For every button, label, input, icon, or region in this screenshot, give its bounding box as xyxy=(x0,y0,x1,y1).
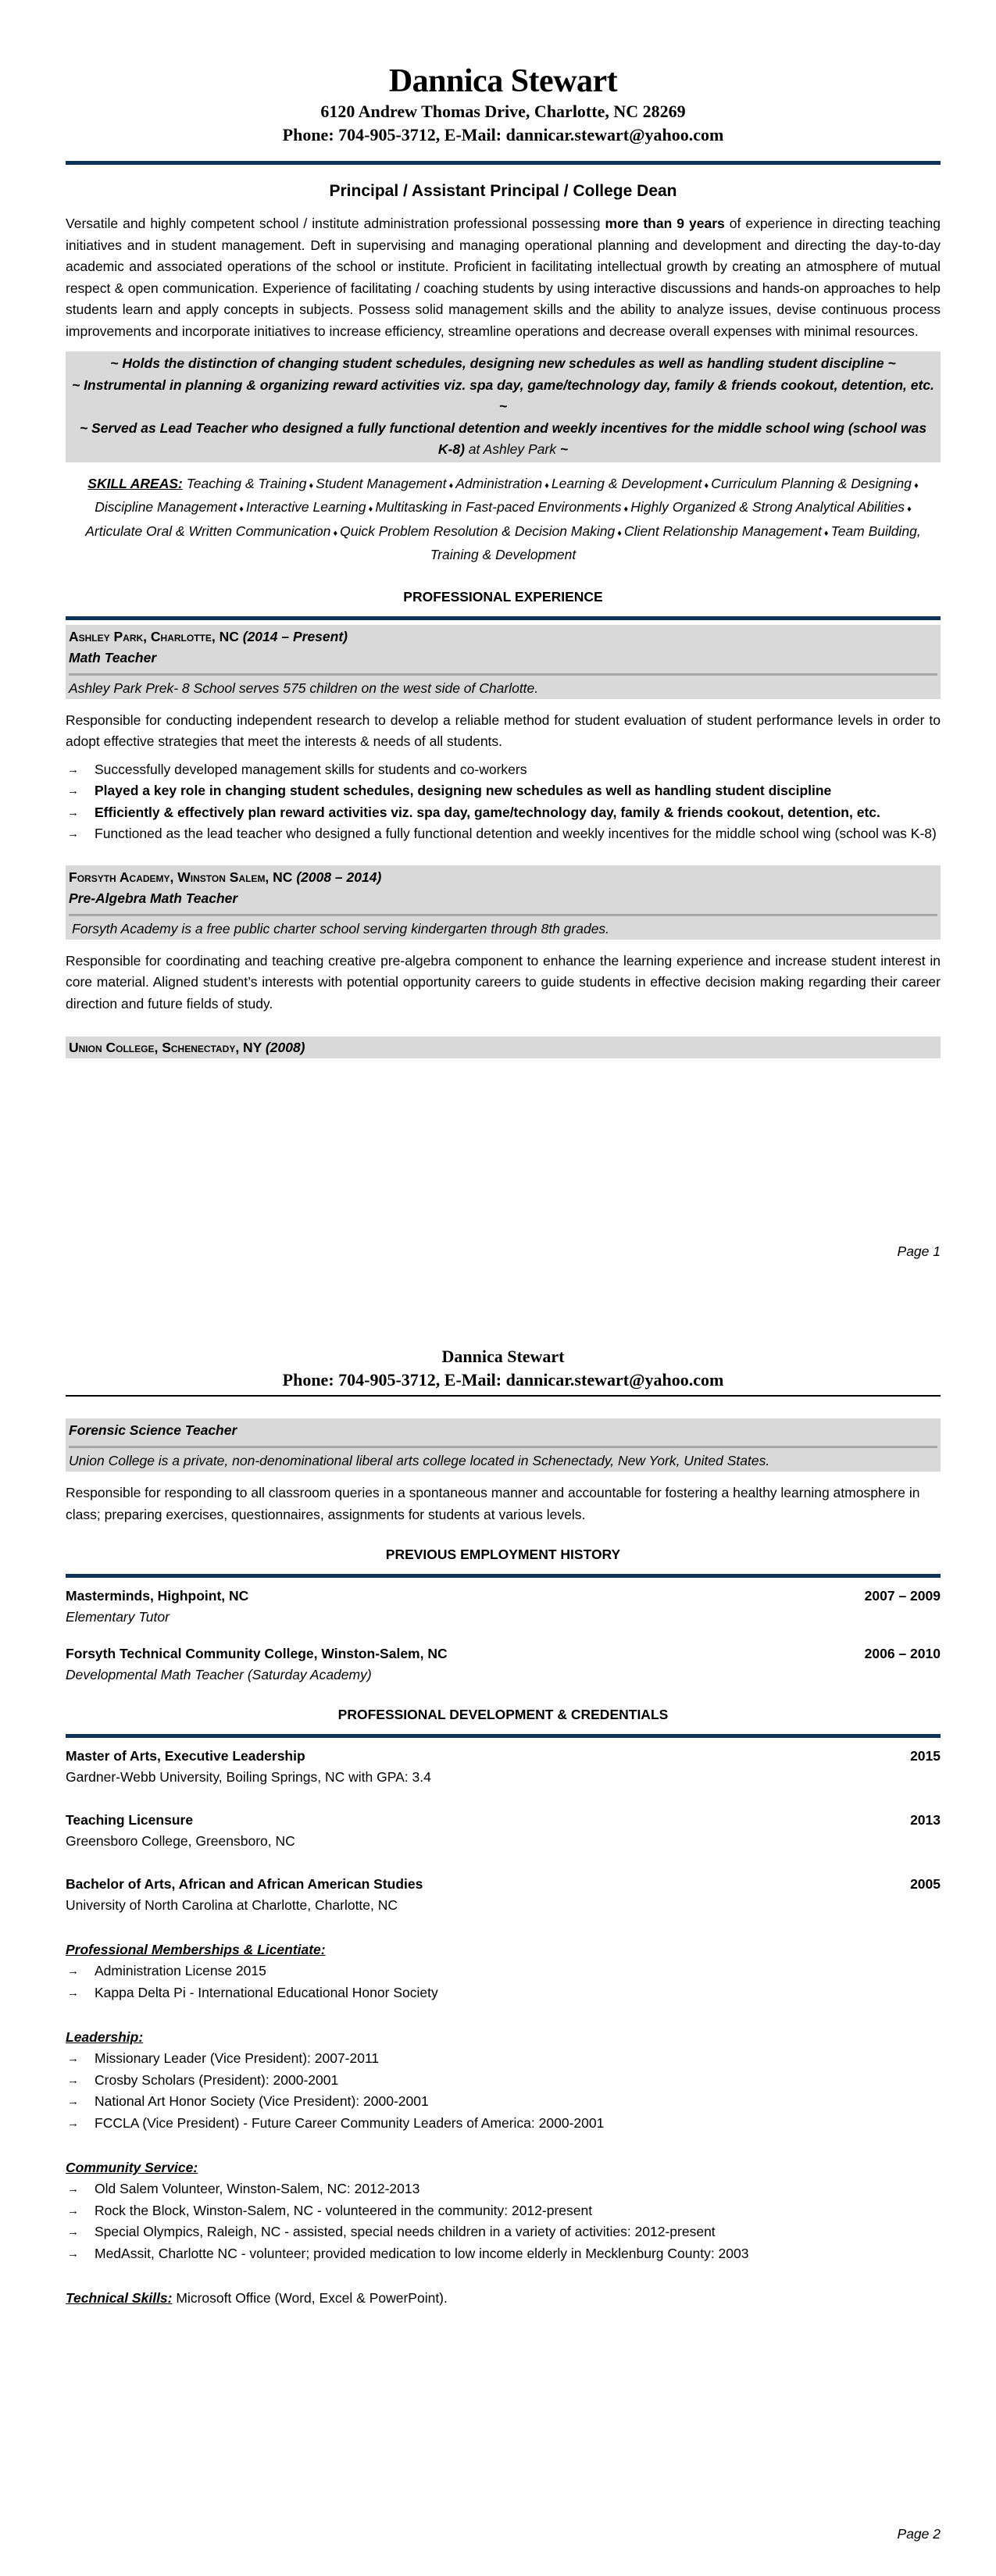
arrow-right-icon: → xyxy=(67,805,79,819)
community-service-title: Community Service: xyxy=(66,2160,198,2175)
highlights-box xyxy=(66,351,941,462)
company-name: Union College, Schenectady, NY xyxy=(69,1040,262,1055)
school-name: Gardner-Webb University, Boiling Springs, NC with GPA: 3.4 xyxy=(66,1769,431,1785)
professional-summary xyxy=(66,213,941,342)
achievement-text: Played a key role in changing student schedules, designing new schedules as well as handling student discipline xyxy=(95,783,832,798)
achievement-item xyxy=(66,802,941,824)
employment-role: Elementary Tutor xyxy=(66,1609,170,1625)
community-item xyxy=(66,2200,941,2222)
membership-text: Kappa Delta Pi - International Educational Honor Society xyxy=(95,1984,438,2000)
job-summary: Responsible for responding to all classroom queries in a spontaneous manner and accountable for fostering a healthy learning atmosphere in class; preparing exercises, questionnaires, assignments for students at various levels. xyxy=(66,1485,920,1522)
header-divider xyxy=(66,161,941,165)
header-divider-page-2 xyxy=(66,1395,941,1397)
candidate-contact: Phone: 704-905-3712, E-Mail: dannicar.stewart@yahoo.com xyxy=(282,125,724,144)
arrow-right-icon: → xyxy=(67,762,79,776)
skill-item: Highly Organized & Strong Analytical Abilities xyxy=(630,499,905,515)
section-title-previous-employment: PREVIOUS EMPLOYMENT HISTORY xyxy=(385,1547,621,1562)
diamond-bullet-icon: ♦ xyxy=(306,480,316,491)
skill-item: Student Management xyxy=(316,475,447,491)
employer-name: Forsyth Technical Community College, Winston-Salem, NC xyxy=(66,1646,448,1661)
arrow-right-icon: → xyxy=(67,784,79,797)
membership-item xyxy=(66,1982,941,2004)
memberships-list xyxy=(66,1961,941,2003)
leadership-text: Missionary Leader (Vice President): 2007-2011 xyxy=(95,2050,380,2066)
diamond-bullet-icon: ♦ xyxy=(701,480,712,491)
diamond-bullet-icon: ♦ xyxy=(366,505,376,514)
diamond-bullet-icon: ♦ xyxy=(615,528,624,538)
technical-skills xyxy=(66,2288,941,2309)
job-header-union-college-role xyxy=(66,1418,941,1448)
school-name: University of North Carolina at Charlotte, Charlotte, NC xyxy=(66,1897,398,1913)
job-summary: Responsible for conducting independent research to develop a reliable method for student evaluation of student performance levels in order to adopt effective strategies that meet the interests & needs of all students. xyxy=(66,712,941,749)
highlight-3-normal: at Ashley Park xyxy=(464,441,560,457)
objective-title: Principal / Assistant Principal / College Dean xyxy=(329,182,677,200)
diamond-bullet-icon: ♦ xyxy=(446,480,456,491)
highlight-3-end: ~ xyxy=(559,441,569,457)
skill-item: Client Relationship Management xyxy=(623,523,822,539)
diamond-bullet-icon: ♦ xyxy=(542,480,552,491)
diamond-bullet-icon: ♦ xyxy=(330,528,341,538)
job-description: Union College is a private, non-denominational liberal arts college located in Schenectady, New York, United States. xyxy=(66,1448,941,1472)
leadership-title: Leadership: xyxy=(66,2029,144,2045)
community-item xyxy=(66,2178,941,2200)
credential-entry xyxy=(66,1874,941,1916)
job-description: Ashley Park Prek- 8 School serves 575 children on the west side of Charlotte. xyxy=(66,676,941,699)
job-description: Forsyth Academy is a free public charter school serving kindergarten through 8th grades. xyxy=(66,916,941,940)
degree-name: Master of Arts, Executive Leadership xyxy=(66,1748,305,1764)
achievement-item xyxy=(66,759,941,781)
leadership-item xyxy=(66,2048,941,2070)
job-dates: (2014 – Present) xyxy=(242,628,348,644)
job-header-ashley-park xyxy=(66,625,941,676)
page-number: Page 1 xyxy=(897,1243,941,1259)
arrow-right-icon: → xyxy=(67,827,79,840)
skill-item: Team Building, Training & Development xyxy=(430,523,921,562)
highlight-3-bold: ~ Served as Lead Teacher who designed a fully functional detention and weekly incentives for the middle school wing (school was K-8) xyxy=(79,419,927,457)
community-item xyxy=(66,2221,941,2243)
achievement-text: Successfully developed management skills for students and co-workers xyxy=(95,761,527,777)
technical-skills-label: Technical Skills: xyxy=(66,2290,173,2306)
community-text: Old Salem Volunteer, Winston-Salem, NC: 2012-2013 xyxy=(95,2181,420,2196)
achievement-text: Efficiently & effectively plan reward activities viz. spa day, game/technology day, family & friends cookout, detention, etc. xyxy=(95,804,880,820)
job-header-union-college xyxy=(66,1036,941,1058)
skill-areas-label: SKILL AREAS: xyxy=(87,475,183,491)
page-2-content xyxy=(66,1289,941,2309)
membership-text: Administration License 2015 xyxy=(95,1963,266,1978)
community-service-list xyxy=(66,2178,941,2264)
experience-divider xyxy=(66,616,941,620)
credential-row xyxy=(66,1746,941,1767)
degree-year: 2013 xyxy=(910,1812,941,1828)
job-role: Pre-Algebra Math Teacher xyxy=(69,890,238,906)
diamond-bullet-icon: ♦ xyxy=(912,480,919,491)
arrow-right-icon: → xyxy=(67,1964,79,1978)
skill-item: Interactive Learning xyxy=(245,499,366,515)
community-text: Special Olympics, Raleigh, NC - assisted, special needs children in a variety of activities: 2012-present xyxy=(95,2224,716,2239)
summary-text-start: Versatile and highly competent school / institute administration professional possessing xyxy=(66,216,605,231)
credential-entry xyxy=(66,1810,941,1852)
leadership-item xyxy=(66,2113,941,2135)
arrow-right-icon: → xyxy=(67,2203,79,2217)
technical-skills-value: Microsoft Office (Word, Excel & PowerPoint). xyxy=(172,2290,448,2306)
degree-year: 2015 xyxy=(910,1748,941,1764)
job-role: Forensic Science Teacher xyxy=(69,1422,237,1438)
degree-year: 2005 xyxy=(910,1876,941,1892)
skill-item: Teaching & Training xyxy=(186,475,307,491)
highlight-2: ~ Instrumental in planning & organizing reward activities viz. spa day, game/technology day, family & friends cookout, detention, etc. ~ xyxy=(72,376,934,414)
diamond-bullet-icon: ♦ xyxy=(905,505,912,514)
employment-dates: 2006 – 2010 xyxy=(864,1646,941,1661)
summary-text-end: of experience in directing teaching initiatives and in student management. Deft in supervising and managing operational planning and development and directing the day-to-day academic and associated operations of the school or institute. Proficient in facilitating intellectual growth by creating an atmosphere of mutual respect & open communication. Experience of facilitating / coaching students by using interactive discussions and hands-on approaches to help students learn and apply concepts in subjects. Possess solid management skills and the ability to analyze issues, devise continuous process improvements and incorporate initiatives to increase efficiency, streamline operations and decrease overall expenses with minimal resources. xyxy=(66,216,941,339)
employment-entry xyxy=(66,1586,941,1628)
job-company xyxy=(69,626,937,648)
leadership-text: Crosby Scholars (President): 2000-2001 xyxy=(95,2071,339,2088)
skill-item: Learning & Development xyxy=(551,475,702,491)
credential-row xyxy=(66,1874,941,1895)
community-text: MedAssit, Charlotte NC - volunteer; provided medication to low income elderly in Mecklenburg County: 2003 xyxy=(95,2245,749,2261)
job-header-forsyth-academy xyxy=(66,865,941,916)
diamond-bullet-icon: ♦ xyxy=(821,528,831,538)
job-dates: (2008) xyxy=(265,1040,305,1055)
school-name: Greensboro College, Greensboro, NC xyxy=(66,1833,295,1849)
leadership-text: FCCLA (Vice President) - Future Career Community Leaders of America: 2000-2001 xyxy=(95,2114,605,2131)
diamond-bullet-icon: ♦ xyxy=(237,505,246,514)
skill-item: Articulate Oral & Written Communication xyxy=(85,523,331,539)
highlight-3 xyxy=(72,418,934,461)
section-title-credentials: PROFESSIONAL DEVELOPMENT & CREDENTIALS xyxy=(337,1707,669,1722)
achievement-item xyxy=(66,823,941,845)
arrow-right-icon: → xyxy=(67,2116,79,2130)
arrow-right-icon: → xyxy=(67,1986,79,2000)
job-role: Math Teacher xyxy=(69,649,157,665)
credential-entry xyxy=(66,1746,941,1788)
degree-name: Bachelor of Arts, African and African American Studies xyxy=(66,1876,423,1892)
arrow-right-icon: → xyxy=(67,2225,79,2239)
previous-employment-divider xyxy=(66,1574,941,1578)
leadership-item xyxy=(66,2091,941,2113)
job-summary: Responsible for coordinating and teaching creative pre-algebra component to enhance the learning experience and increase student interest in core material. Aligned student’s interests with potential opportunity careers to guide students in effective decision making regarding their career direction and future fields of study. xyxy=(66,952,941,1011)
employment-dates: 2007 – 2009 xyxy=(864,1588,941,1604)
skill-areas xyxy=(66,473,941,566)
employment-role: Developmental Math Teacher (Saturday Academy) xyxy=(66,1667,372,1682)
employer-name: Masterminds, Highpoint, NC xyxy=(66,1588,249,1604)
community-text: Rock the Block, Winston-Salem, NC - volunteered in the community: 2012-present xyxy=(95,2202,593,2218)
page-1-content xyxy=(66,0,941,1058)
job-company xyxy=(69,867,937,888)
arrow-right-icon: → xyxy=(67,2052,79,2065)
candidate-address: 6120 Andrew Thomas Drive, Charlotte, NC 28269 xyxy=(320,102,686,121)
leadership-text: National Art Honor Society (Vice President): 2000-2001 xyxy=(95,2093,429,2109)
arrow-right-icon: → xyxy=(67,2246,79,2260)
skill-item: Discipline Management xyxy=(95,499,237,515)
skill-item: Quick Problem Resolution & Decision Making xyxy=(340,523,616,539)
achievement-item xyxy=(66,780,941,802)
company-name: Ashley Park, Charlotte, NC xyxy=(69,628,239,644)
employment-row xyxy=(66,1643,941,1664)
skill-item: Curriculum Planning & Designing xyxy=(711,475,912,491)
summary-highlight: more than 9 years xyxy=(605,216,725,231)
credentials-divider xyxy=(66,1734,941,1738)
community-item xyxy=(66,2243,941,2265)
highlight-1: ~ Holds the distinction of changing student schedules, designing new schedules as well as handling student discipline ~ xyxy=(110,355,896,371)
section-title-experience: PROFESSIONAL EXPERIENCE xyxy=(403,588,603,605)
leadership-item xyxy=(66,2070,941,2092)
page-number: Page 2 xyxy=(897,2526,941,2542)
arrow-right-icon: → xyxy=(67,2095,79,2108)
arrow-right-icon: → xyxy=(67,2073,79,2087)
job-dates: (2008 – 2014) xyxy=(296,869,382,885)
leadership-list xyxy=(66,2048,941,2134)
degree-name: Teaching Licensure xyxy=(66,1812,194,1828)
membership-item xyxy=(66,1961,941,1982)
candidate-contact-repeat: Phone: 704-905-3712, E-Mail: dannicar.stewart@yahoo.com xyxy=(282,1370,724,1390)
employment-row xyxy=(66,1586,941,1607)
credential-row xyxy=(66,1810,941,1831)
job-achievements xyxy=(66,759,941,845)
company-name: Forsyth Academy, Winston Salem, NC xyxy=(69,869,293,885)
candidate-name-repeat: Dannica Stewart xyxy=(441,1347,565,1366)
memberships-title: Professional Memberships & Licentiate: xyxy=(66,1942,326,1957)
resume-page-2 xyxy=(0,1289,996,2576)
skill-item: Administration xyxy=(455,475,543,491)
arrow-right-icon: → xyxy=(67,2182,79,2196)
achievement-text: Functioned as the lead teacher who designed a fully functional detention and weekly incentives for the middle school wing (school was K-8) xyxy=(95,826,937,841)
employment-entry xyxy=(66,1643,941,1686)
candidate-name: Dannica Stewart xyxy=(388,63,618,99)
skill-item: Multitasking in Fast-paced Environments xyxy=(375,499,622,515)
diamond-bullet-icon: ♦ xyxy=(621,505,631,514)
skill-areas-list xyxy=(85,476,920,563)
